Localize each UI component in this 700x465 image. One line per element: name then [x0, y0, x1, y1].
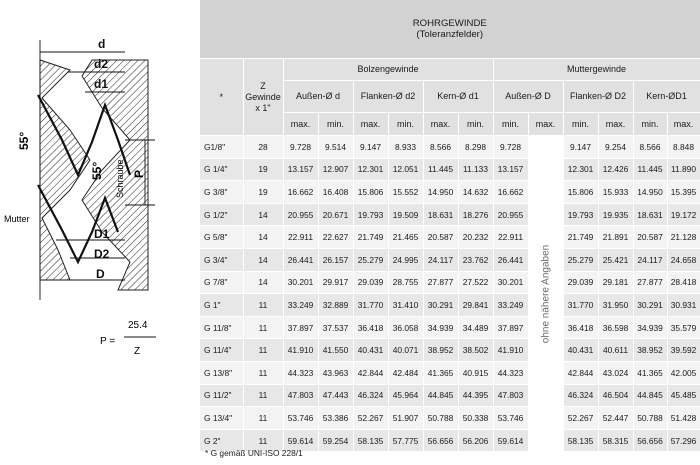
minmax-header: min. [388, 113, 423, 136]
value-cell: 11.133 [458, 158, 493, 181]
value-cell: 21.465 [388, 226, 423, 249]
value-cell: 22.627 [318, 226, 353, 249]
value-cell: 9.728 [493, 136, 528, 159]
value-cell: 40.611 [598, 339, 633, 362]
value-cell: 21.128 [667, 226, 700, 249]
value-cell: 59.614 [283, 429, 318, 452]
value-cell: 22.911 [493, 226, 528, 249]
value-cell: 24.995 [388, 248, 423, 271]
minmax-header: max. [283, 113, 318, 136]
value-cell: 50.338 [458, 407, 493, 430]
value-cell: 29.039 [353, 271, 388, 294]
value-cell: 38.952 [633, 339, 667, 362]
value-cell: 44.845 [423, 384, 458, 407]
value-cell: 34.939 [423, 316, 458, 339]
label-d1: d1 [94, 77, 109, 91]
value-cell: 41.910 [283, 339, 318, 362]
table-row [200, 181, 700, 204]
thread-designation-cell: G 3/4" [200, 248, 243, 271]
value-cell: 45.485 [667, 384, 700, 407]
thread-designation-cell: G1/8" [200, 136, 243, 159]
value-cell: 14.950 [423, 181, 458, 204]
value-cell: 57.775 [388, 429, 423, 452]
value-cell: 59.254 [318, 429, 353, 452]
label-d2: d2 [94, 57, 109, 71]
value-cell: 8.298 [458, 136, 493, 159]
value-cell: 31.770 [563, 294, 598, 317]
value-cell: 11.445 [423, 158, 458, 181]
value-cell: 34.489 [458, 316, 493, 339]
table-subtitle-text: (Toleranzfelder) [416, 29, 484, 40]
nut-hatched-section [40, 60, 90, 280]
thread-designation-cell: G 11/4" [200, 339, 243, 362]
thread-designation-cell: G 13/4" [200, 407, 243, 430]
value-cell: 33.249 [493, 294, 528, 317]
label-pitch: P [132, 169, 146, 178]
bolzen-header: Bolzengewinde [283, 59, 493, 81]
table-row [200, 294, 700, 317]
value-cell: 36.418 [563, 316, 598, 339]
value-cell: 27.522 [458, 271, 493, 294]
value-cell: 15.552 [388, 181, 423, 204]
value-cell: 15.933 [598, 181, 633, 204]
table-row [200, 158, 700, 181]
thread-designation-cell: G 5/8" [200, 226, 243, 249]
value-cell: 20.671 [318, 203, 353, 226]
value-cell: 33.249 [283, 294, 318, 317]
value-cell: 20.587 [423, 226, 458, 249]
value-cell: 36.058 [388, 316, 423, 339]
value-cell: 56.656 [423, 429, 458, 452]
table-row [200, 248, 700, 271]
value-cell: 26.441 [283, 248, 318, 271]
value-cell: 19.509 [388, 203, 423, 226]
column-group-header: Flanken-Ø D2 [563, 81, 633, 113]
minmax-header: min. [458, 113, 493, 136]
table-row [200, 407, 700, 430]
value-cell: 56.206 [458, 429, 493, 452]
value-cell: 47.803 [283, 384, 318, 407]
value-cell: 28 [243, 136, 283, 159]
thread-profile-diagram [0, 0, 200, 465]
formula-numerator: 25.4 [128, 320, 148, 331]
label-D: D [96, 267, 105, 281]
minmax-header: min. [493, 113, 528, 136]
value-cell: 28.418 [667, 271, 700, 294]
value-cell: 40.071 [388, 339, 423, 362]
formula-denominator: Z [134, 346, 141, 357]
value-cell: 42.484 [388, 361, 423, 384]
value-cell: 44.845 [633, 384, 667, 407]
value-cell: 37.537 [318, 316, 353, 339]
thread-designation-cell: G 1/2" [200, 203, 243, 226]
table-title [200, 0, 700, 59]
thread-designation-cell: G 7/8" [200, 271, 243, 294]
value-cell: 42.844 [563, 361, 598, 384]
value-cell: 34.939 [633, 316, 667, 339]
value-cell: 27.877 [633, 271, 667, 294]
value-cell: 12.051 [388, 158, 423, 181]
thread-designation-cell: G 13/8" [200, 361, 243, 384]
thread-designation-cell: G 1" [200, 294, 243, 317]
value-cell: 53.746 [283, 407, 318, 430]
value-cell: 38.952 [423, 339, 458, 362]
value-cell: 52.267 [353, 407, 388, 430]
value-cell: 20.955 [493, 203, 528, 226]
value-cell: 19 [243, 158, 283, 181]
value-cell: 43.963 [318, 361, 353, 384]
value-cell: 11 [243, 361, 283, 384]
thread-designation-cell: G 3/8" [200, 181, 243, 204]
label-D2: D2 [94, 247, 110, 261]
value-cell: 58.315 [598, 429, 633, 452]
value-cell: 46.324 [563, 384, 598, 407]
value-cell: 9.147 [563, 136, 598, 159]
value-cell: 40.431 [353, 339, 388, 362]
value-cell: 19.793 [353, 203, 388, 226]
column-group-header: Außen-Ø d [283, 81, 353, 113]
value-cell: 22.911 [283, 226, 318, 249]
value-cell: 19 [243, 181, 283, 204]
value-cell: 32.889 [318, 294, 353, 317]
minmax-header: max. [528, 113, 563, 136]
value-cell: 16.408 [318, 181, 353, 204]
value-cell: 30.201 [493, 271, 528, 294]
value-cell: 20.587 [633, 226, 667, 249]
value-cell: 16.662 [283, 181, 318, 204]
value-cell: 37.897 [283, 316, 318, 339]
value-cell: 9.514 [318, 136, 353, 159]
value-cell: 9.254 [598, 136, 633, 159]
value-cell: 28.755 [388, 271, 423, 294]
value-cell: 16.662 [493, 181, 528, 204]
value-cell: 12.907 [318, 158, 353, 181]
value-cell: 29.917 [318, 271, 353, 294]
formula-lhs: P = [100, 336, 116, 347]
table-title-text: ROHRGEWINDE [412, 18, 487, 29]
value-cell: 13.157 [493, 158, 528, 181]
minmax-header: max. [667, 113, 700, 136]
value-cell: 50.788 [423, 407, 458, 430]
value-cell: 9.728 [283, 136, 318, 159]
value-cell: 56.656 [633, 429, 667, 452]
table-row [200, 339, 700, 362]
table-row [200, 316, 700, 339]
value-cell: 15.806 [563, 181, 598, 204]
value-cell: 11 [243, 339, 283, 362]
value-cell: 24.117 [633, 248, 667, 271]
value-cell: 12.301 [563, 158, 598, 181]
footnote: * G gemäß UNI-ISO 228/1 [205, 448, 303, 458]
minmax-header: min. [563, 113, 598, 136]
value-cell: 11 [243, 294, 283, 317]
value-cell: 25.279 [563, 248, 598, 271]
value-cell: 25.279 [353, 248, 388, 271]
value-cell: 9.147 [353, 136, 388, 159]
value-cell: 41.365 [633, 361, 667, 384]
value-cell: 29.841 [458, 294, 493, 317]
value-cell: 59.614 [493, 429, 528, 452]
value-cell: 30.291 [633, 294, 667, 317]
value-cell: 15.806 [353, 181, 388, 204]
value-cell: 11 [243, 429, 283, 452]
value-cell: 18.276 [458, 203, 493, 226]
table-row [200, 384, 700, 407]
column-group-header: Kern-ØD1 [633, 81, 700, 113]
value-cell: 36.598 [598, 316, 633, 339]
value-cell: 44.323 [493, 361, 528, 384]
z-header: Z Gewinde x 1" [243, 59, 283, 136]
value-cell: 26.157 [318, 248, 353, 271]
value-cell: 8.566 [423, 136, 458, 159]
value-cell: 24.658 [667, 248, 700, 271]
minmax-header: min. [633, 113, 667, 136]
value-cell: 29.039 [563, 271, 598, 294]
label-D1: D1 [94, 227, 110, 241]
value-cell: 21.749 [563, 226, 598, 249]
value-cell: 11.445 [633, 158, 667, 181]
value-cell: 27.877 [423, 271, 458, 294]
value-cell: 42.844 [353, 361, 388, 384]
value-cell: 14 [243, 226, 283, 249]
value-cell: 14 [243, 203, 283, 226]
value-cell: 46.324 [353, 384, 388, 407]
value-cell: 23.762 [458, 248, 493, 271]
value-cell: 38.502 [458, 339, 493, 362]
thread-designation-cell: G 1/4" [200, 158, 243, 181]
angle-label-mid: 55° [90, 161, 104, 180]
value-cell: 14.950 [633, 181, 667, 204]
thread-designation-cell: G 2" [200, 429, 243, 452]
minmax-header: max. [353, 113, 388, 136]
table-row [200, 361, 700, 384]
minmax-header: max. [598, 113, 633, 136]
value-cell: 18.631 [423, 203, 458, 226]
value-cell: 58.135 [563, 429, 598, 452]
value-cell: 24.117 [423, 248, 458, 271]
value-cell: 14 [243, 271, 283, 294]
value-cell: 31.410 [388, 294, 423, 317]
value-cell: 50.788 [633, 407, 667, 430]
table-row [200, 271, 700, 294]
value-cell: 45.964 [388, 384, 423, 407]
value-cell: 41.910 [493, 339, 528, 362]
value-cell: 43.024 [598, 361, 633, 384]
value-cell: 37.897 [493, 316, 528, 339]
label-mutter: Mutter [4, 214, 30, 224]
value-cell: 47.803 [493, 384, 528, 407]
value-cell: 13.157 [283, 158, 318, 181]
value-cell: 36.418 [353, 316, 388, 339]
value-cell: 19.793 [563, 203, 598, 226]
value-cell: 30.291 [423, 294, 458, 317]
value-cell: 52.267 [563, 407, 598, 430]
value-cell: 20.955 [283, 203, 318, 226]
value-cell: 31.950 [598, 294, 633, 317]
value-cell: 11 [243, 384, 283, 407]
value-cell: 8.848 [667, 136, 700, 159]
value-cell: 53.386 [318, 407, 353, 430]
value-cell: 20.232 [458, 226, 493, 249]
label-schraube: Schraube [115, 159, 125, 198]
unspecified-note-cell [528, 136, 563, 452]
unspecified-note-text: ohne nähere Angaben [540, 244, 551, 343]
value-cell: 29.181 [598, 271, 633, 294]
thread-designation-cell: G 11/8" [200, 316, 243, 339]
value-cell: 21.891 [598, 226, 633, 249]
value-cell: 25.421 [598, 248, 633, 271]
mutter-header: Muttergewinde [493, 59, 700, 81]
value-cell: 8.566 [633, 136, 667, 159]
star-header: * [200, 59, 243, 136]
angle-label-top: 55° [17, 131, 31, 150]
value-cell: 21.749 [353, 226, 388, 249]
value-cell: 19.172 [667, 203, 700, 226]
value-cell: 41.550 [318, 339, 353, 362]
value-cell: 57.296 [667, 429, 700, 452]
minmax-header: min. [318, 113, 353, 136]
value-cell: 35.579 [667, 316, 700, 339]
value-cell: 14.632 [458, 181, 493, 204]
table-row [200, 203, 700, 226]
value-cell: 12.301 [353, 158, 388, 181]
table-row [200, 226, 700, 249]
column-group-header: Kern-Ø d1 [423, 81, 493, 113]
value-cell: 11.890 [667, 158, 700, 181]
label-d: d [98, 37, 106, 51]
value-cell: 44.395 [458, 384, 493, 407]
value-cell: 31.770 [353, 294, 388, 317]
value-cell: 14 [243, 248, 283, 271]
pipe-thread-table [200, 0, 700, 452]
minmax-header: max. [423, 113, 458, 136]
value-cell: 44.323 [283, 361, 318, 384]
value-cell: 18.631 [633, 203, 667, 226]
value-cell: 40.431 [563, 339, 598, 362]
value-cell: 26.441 [493, 248, 528, 271]
value-cell: 51.428 [667, 407, 700, 430]
value-cell: 51.907 [388, 407, 423, 430]
value-cell: 40.915 [458, 361, 493, 384]
value-cell: 42.005 [667, 361, 700, 384]
value-cell: 8.933 [388, 136, 423, 159]
value-cell: 19.935 [598, 203, 633, 226]
value-cell: 30.201 [283, 271, 318, 294]
value-cell: 58.135 [353, 429, 388, 452]
value-cell: 47.443 [318, 384, 353, 407]
value-cell: 46.504 [598, 384, 633, 407]
value-cell: 11 [243, 407, 283, 430]
value-cell: 30.931 [667, 294, 700, 317]
value-cell: 39.592 [667, 339, 700, 362]
value-cell: 52.447 [598, 407, 633, 430]
column-group-header: Flanken-Ø d2 [353, 81, 423, 113]
value-cell: 15.395 [667, 181, 700, 204]
value-cell: 11 [243, 316, 283, 339]
column-group-header: Außen-Ø D [493, 81, 563, 113]
value-cell: 12.426 [598, 158, 633, 181]
table-row [200, 136, 700, 159]
value-cell: 41.365 [423, 361, 458, 384]
thread-designation-cell: G 11/2" [200, 384, 243, 407]
value-cell: 53.746 [493, 407, 528, 430]
